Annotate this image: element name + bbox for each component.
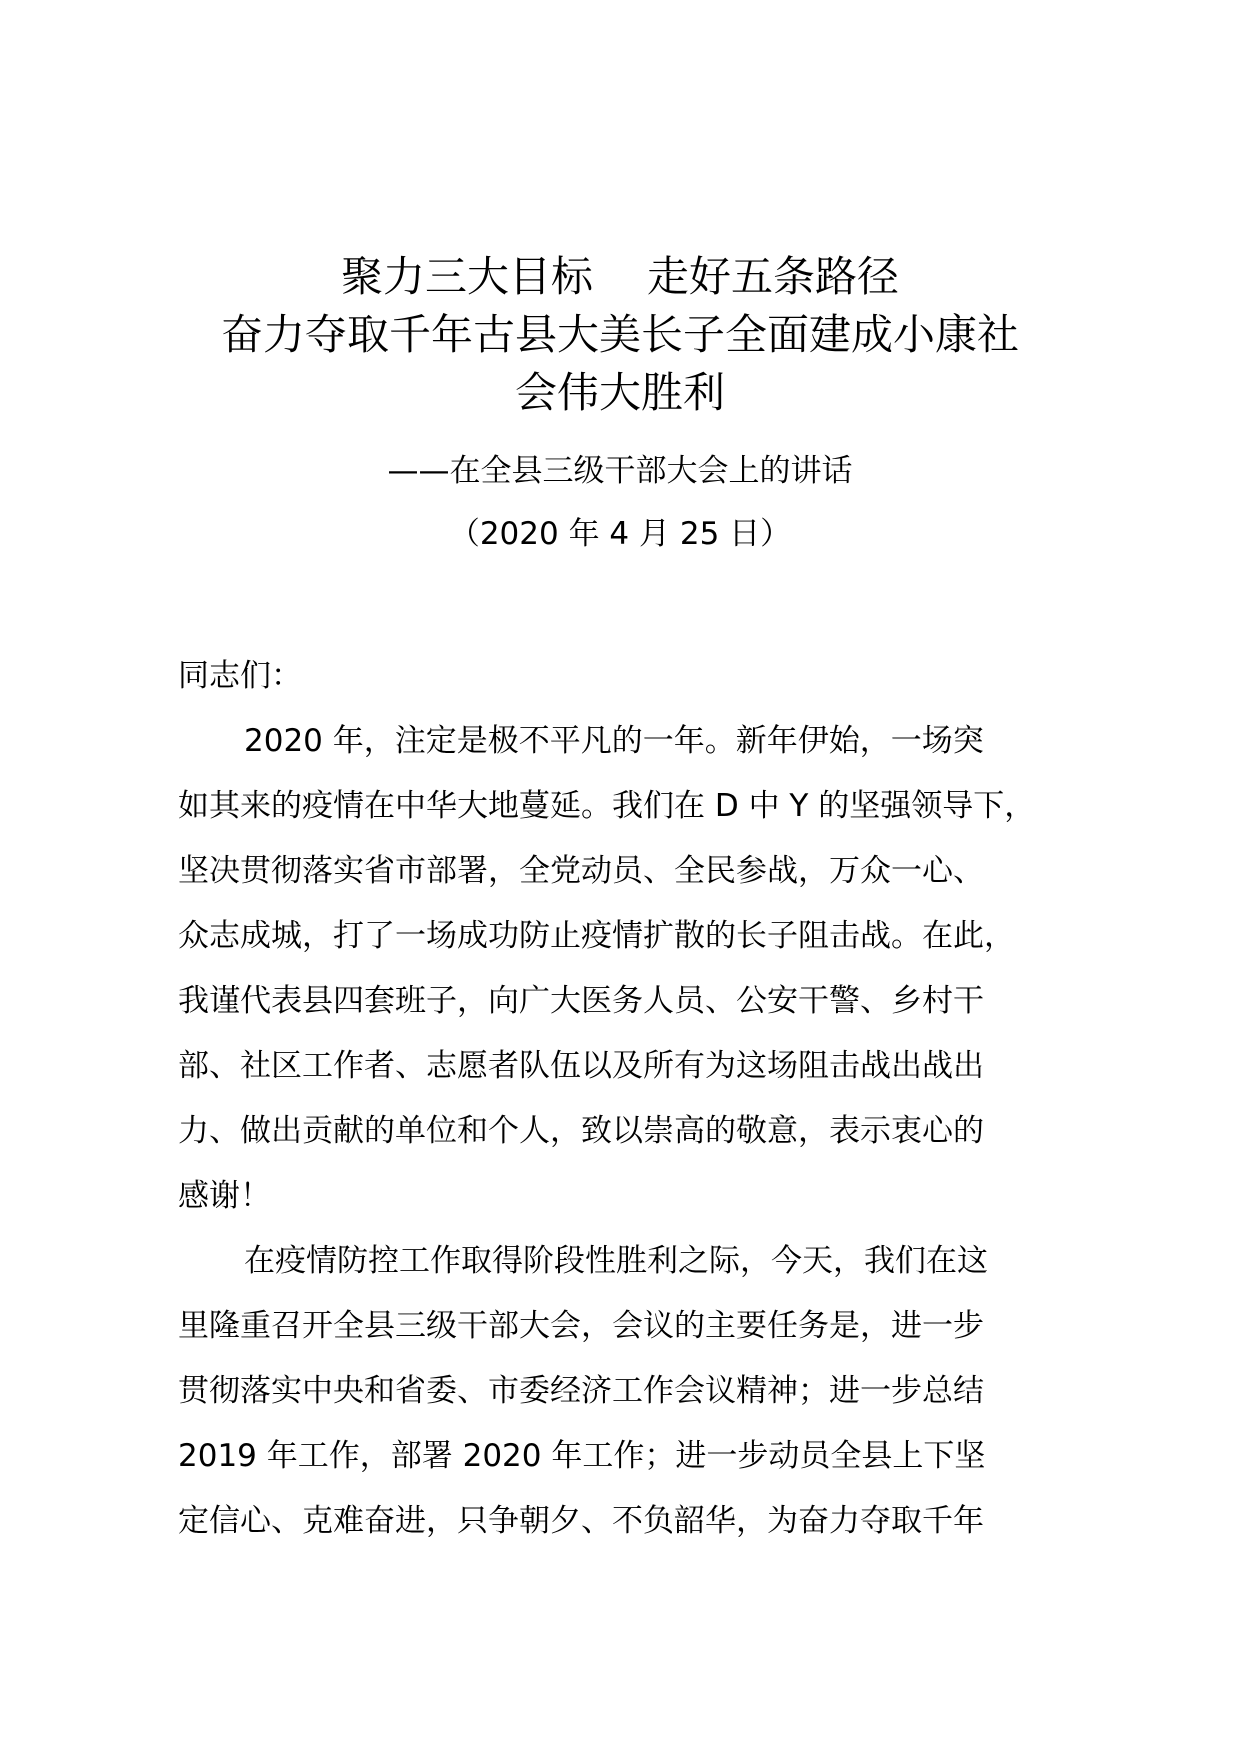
text-line: 在疫情防控工作取得阶段性胜利之际，今天，我们在这 bbox=[244, 1243, 988, 1279]
text-line: 我谨代表县四套班子，向广大医务人员、公安干警、乡村干 bbox=[178, 983, 984, 1019]
text-line: 坚决贯彻落实省市部署，全党动员、全民参战，万众一心、 bbox=[178, 853, 984, 889]
text-line: 感谢！ bbox=[178, 1178, 271, 1214]
text-line: 定信心、克难奋进，只争朝夕、不负韶华，为奋力夺取千年 bbox=[178, 1503, 984, 1539]
title-line-1-part-2: 走好五条路径 bbox=[647, 252, 900, 301]
title-line-1 bbox=[160, 248, 1080, 306]
salutation: 同志们： bbox=[178, 658, 302, 694]
document-subtitle: ——在全县三级干部大会上的讲话 bbox=[387, 453, 853, 489]
text-line: 2020 年，注定是极不平凡的一年。新年伊始，一场突 bbox=[244, 723, 984, 759]
text-line: 里隆重召开全县三级干部大会，会议的主要任务是，进一步 bbox=[178, 1308, 984, 1344]
paragraph-2 bbox=[178, 1229, 1078, 1554]
text-line: 贯彻落实中央和省委、市委经济工作会议精神；进一步总结 bbox=[178, 1373, 984, 1409]
title-line-3: 会伟大胜利 bbox=[514, 368, 725, 417]
title-line-2: 奋力夺取千年古县大美长子全面建成小康社 bbox=[220, 310, 1019, 359]
document-date: （2020 年 4 月 25 日） bbox=[448, 516, 792, 552]
text-line: 部、社区工作者、志愿者队伍以及所有为这场阻击战出战出 bbox=[178, 1048, 984, 1084]
text-line: 2019 年工作，部署 2020 年工作；进一步动员全县上下坚 bbox=[178, 1438, 986, 1474]
paragraph-1 bbox=[178, 709, 1078, 1229]
text-line: 如其来的疫情在中华大地蔓延。我们在 D 中 Y 的坚强领导下， bbox=[178, 788, 1036, 824]
text-line: 力、做出贡献的单位和个人，致以崇高的敬意，表示衷心的 bbox=[178, 1113, 984, 1149]
document-body bbox=[178, 644, 1078, 1554]
text-line: 众志成城，打了一场成功防止疫情扩散的长子阻击战。在此， bbox=[178, 918, 1015, 954]
title-line-1-part-1: 聚力三大目标 bbox=[340, 252, 593, 301]
document-title bbox=[160, 248, 1080, 422]
